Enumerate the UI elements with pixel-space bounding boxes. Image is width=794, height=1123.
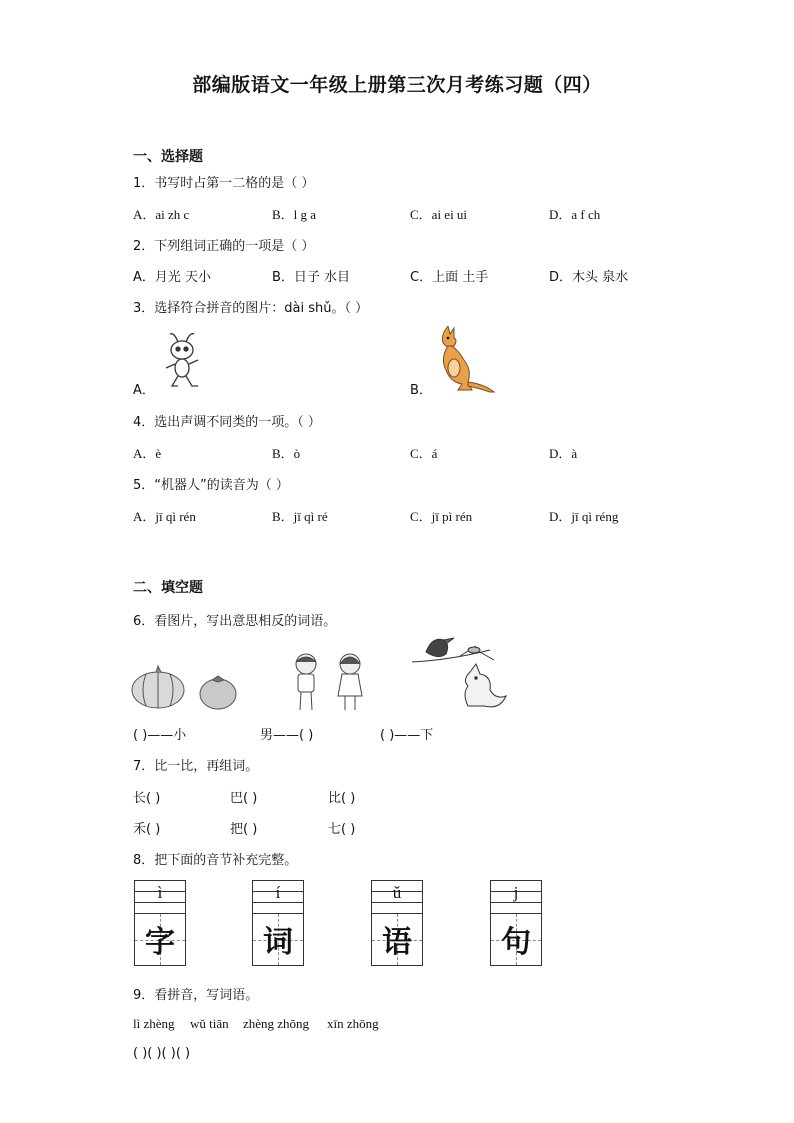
question-4: 4．选出声调不同类的一项。（ ） [133,415,321,430]
grid-pinyin: ì [157,883,163,902]
q9-pinyin-1: lì zhèng [133,1016,175,1031]
q2-option-b[interactable]: B．日子 水目 [272,270,351,285]
q5-option-c[interactable]: C．jī pì rén [410,509,473,524]
q6-blank-1[interactable]: ( )——小 [133,728,187,743]
section-heading-fill: 二、填空题 [133,580,203,596]
q7-blank-he[interactable]: 禾( ) [133,822,161,837]
pinyin-grid-cell[interactable] [490,880,542,966]
q7-blank-qi[interactable]: 七( ) [328,822,356,837]
q1-option-b[interactable]: B．l g a [272,207,317,222]
pinyin-grid-cell[interactable] [134,880,186,966]
q4-option-b[interactable]: B．ò [272,446,301,461]
pumpkin-tomato-image [130,664,240,712]
q1-option-c[interactable]: C．ai ei ui [410,207,468,222]
question-9: 9．看拼音，写词语。 [133,988,259,1003]
grid-pinyin: í [275,883,281,902]
question-3: 3．选择符合拼音的图片：dài shǔ。（ ） [133,301,369,316]
q1-option-a[interactable]: A．ai zh c [133,207,190,222]
grid-hanzi: 句 [501,925,531,960]
q5-option-b[interactable]: B．jī qì ré [272,509,328,524]
q7-blank-chang[interactable]: 长( ) [133,791,161,806]
q7-blank-bi[interactable]: 比( ) [328,791,356,806]
grid-hanzi: 字 [145,925,175,960]
q5-option-a[interactable]: A．jī qì rén [133,509,196,524]
ant-image [160,330,208,392]
q3-option-b[interactable]: B． [410,383,432,398]
q3-option-a[interactable]: A． [133,383,155,398]
question-6: 6．看图片，写出意思相反的词语。 [133,614,337,629]
section-heading-choice: 一、选择题 [133,149,203,165]
q7-blank-ba[interactable]: 巴( ) [230,791,258,806]
q6-blank-2[interactable]: 男——( ) [260,728,314,743]
q1-option-d[interactable]: D．a f ch [549,207,601,222]
q6-blank-3[interactable]: ( )——下 [380,728,434,743]
pinyin-grid-cell[interactable] [371,880,423,966]
page-title: 部编版语文一年级上册第三次月考练习题（四） [192,74,602,96]
grid-pinyin: j [513,883,519,902]
question-7: 7．比一比，再组词。 [133,759,259,774]
question-1: 1．书写时占第一二格的是（ ） [133,176,315,191]
q5-option-d[interactable]: D．jī qì réng [549,509,619,524]
q4-option-a[interactable]: A．è [133,446,162,461]
question-2: 2．下列组词正确的一项是（ ） [133,239,315,254]
pinyin-grid-cell[interactable] [252,880,304,966]
q2-option-d[interactable]: D．木头 泉水 [549,270,629,285]
boy-girl-image [288,652,372,714]
q4-option-d[interactable]: D．à [549,446,578,461]
q9-blanks[interactable]: ( )( )( )( ) [133,1046,191,1061]
question-5: 5．“机器人”的读音为（ ） [133,478,289,493]
q2-option-a[interactable]: A．月光 天小 [133,270,212,285]
crow-fox-image [410,630,510,712]
q2-option-c[interactable]: C．上面 土手 [410,270,489,285]
q7-blank-ba2[interactable]: 把( ) [230,822,258,837]
grid-hanzi: 词 [263,925,293,960]
q9-pinyin-3: zhèng zhōng [243,1016,310,1031]
kangaroo-image [432,326,496,394]
q9-pinyin-4: xīn zhōng [327,1016,379,1031]
grid-hanzi: 语 [382,925,412,960]
q9-pinyin-2: wǔ tiān [190,1016,229,1031]
grid-pinyin: ǔ [392,883,402,902]
question-8: 8．把下面的音节补充完整。 [133,853,298,868]
q4-option-c[interactable]: C．á [410,446,438,461]
